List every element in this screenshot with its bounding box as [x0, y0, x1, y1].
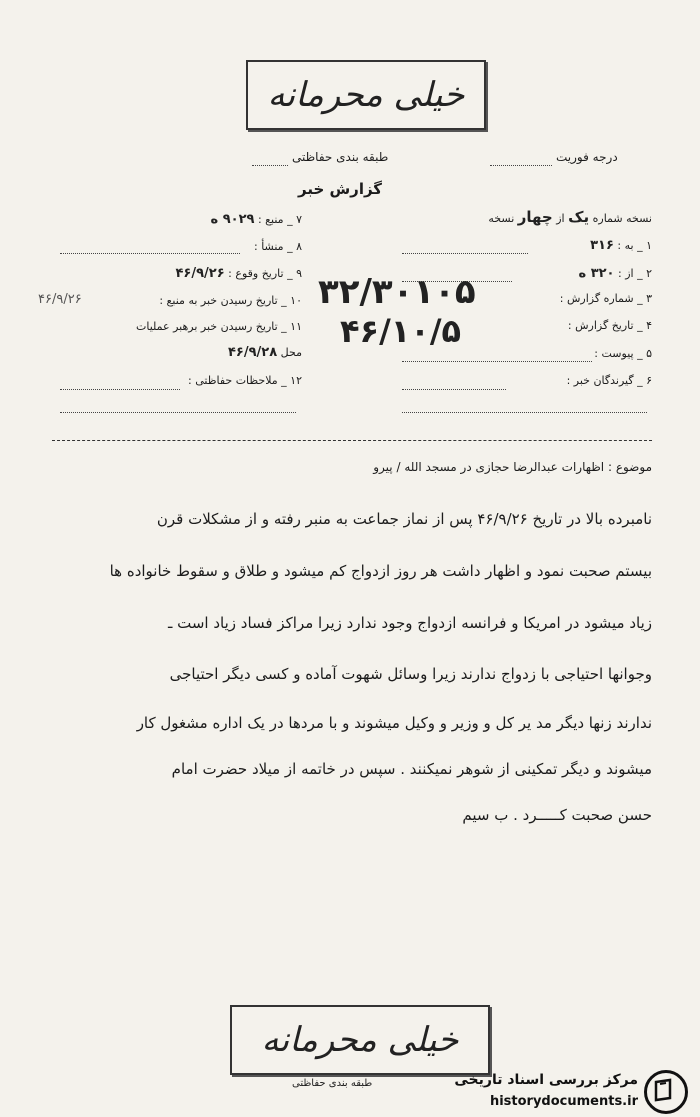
field-ops-received-label: ۱۱ _ تاریخ رسیدن خبر برهبر عملیات [136, 320, 302, 333]
body-line-1: نامبرده بالا در تاریخ ۴۶/۹/۲۶ پس از نماز جماعت به منبر رفته و از مشکلات قرن [156, 510, 652, 528]
priority-dots [490, 165, 552, 166]
field-place-value: ۴۶/۹/۲۸ [228, 345, 278, 360]
extra-dots-left [60, 412, 296, 413]
field-from [578, 266, 652, 281]
footer-org-name: مرکز بررسی اسناد تاریخی [454, 1072, 638, 1088]
footer-watermark [400, 1064, 700, 1117]
extra-dots-right [402, 412, 647, 413]
footer-classification-label: طبقه بندی حفاظتی [292, 1078, 373, 1089]
field-source-received [159, 294, 302, 307]
copy-total-value: چهار [517, 208, 553, 226]
field-occurrence-date [176, 266, 303, 281]
field-attachment [594, 347, 652, 360]
field-to-dots [402, 253, 528, 254]
field-origin [254, 240, 302, 253]
classification-dots [252, 165, 288, 166]
field-place-label: محل [280, 346, 302, 359]
field-report-number [560, 292, 652, 305]
field-occurrence-date-value: ۴۶/۹/۲۶ [175, 266, 225, 281]
field-recipients-dots [402, 389, 506, 390]
field-from-label: ۲ _ از : [618, 267, 652, 280]
copy-number-label: نسخه شماره [592, 212, 652, 225]
field-origin-dots [60, 253, 240, 254]
field-to [590, 238, 652, 253]
field-report-date [568, 319, 652, 332]
body-line-2: بیستم صحبت نمود و اظهار داشت هر روز ازدواج کم میشود و طلاق و سقوط خانواده ها [109, 562, 652, 580]
body-line-7: حسن صحبت کـــــرد . ب سیم [462, 806, 652, 824]
footer-website: historydocuments.ir [489, 1094, 638, 1109]
copy-end-label: نسخه [488, 212, 515, 225]
archive-logo-icon [644, 1070, 688, 1114]
copy-number-line [392, 208, 652, 226]
field-source-received-label: ۱۰ _ تاریخ رسیدن خبر به منبع : [159, 294, 302, 307]
field-origin-label: ۸ _ منشأ : [254, 240, 302, 253]
copy-number-value: یک [568, 208, 590, 226]
field-occurrence-date-label: ۹ _ تاریخ وقوع : [228, 267, 302, 280]
stamp-bottom: خیلی محرمانه [230, 1005, 490, 1075]
field-security-notes-label: ۱۲ _ ملاحظات حفاظتی : [188, 374, 302, 387]
field-report-date-label: ۴ _ تاریخ گزارش : [567, 319, 652, 332]
body-line-3: زیاد میشود در امریکا و فرانسه ازدواج وجود ندارد زیرا مراکز فساد زیاد است ـ [167, 614, 652, 632]
body-line-6: میشوند و دیگر تمکینی از شوهر نمیکنند . سپس در خاتمه از میلاد حضرت امام [171, 760, 652, 778]
field-security-notes-dots [60, 389, 180, 390]
field-source-received-value: ۴۶/۹/۲۶ [38, 292, 82, 307]
field-place [228, 345, 302, 360]
field-attachment-dots [402, 361, 592, 362]
body-line-4: وجوانها احتیاجی با زدواج ندارند زیرا وسائل شهوت آماده و کسی دیگر احتیاجی [169, 665, 652, 683]
handwritten-report-number: ۳۲/۳۰۱۰۵ [318, 272, 476, 312]
field-recipients-label: ۶ _ گیرندگان خبر : [566, 374, 652, 387]
field-attachment-label: ۵ _ پیوست : [594, 347, 652, 360]
field-security-notes [188, 374, 302, 387]
field-source [211, 212, 302, 227]
field-report-number-label: ۳ _ شماره گزارش : [559, 292, 652, 305]
field-recipients [567, 374, 652, 387]
priority-label: درجه فوریت [556, 150, 618, 164]
copy-of-label: از [556, 212, 565, 225]
body-line-5: ندارند زنها دیگر مد یر کل و وزیر و وکیل میشوند و با مردها در یک اداره مشغول کار [136, 714, 652, 732]
subject-line: موضوع : اظهارات عبدالرضا حجازی در مسجد الله / پیرو [373, 460, 652, 474]
report-title: گزارش خبر [298, 180, 383, 198]
field-to-value: ۳۱۶ [590, 238, 614, 253]
field-source-label: ۷ _ منبع : [257, 213, 302, 226]
classification-label: طبقه بندی حفاظتی [292, 150, 389, 164]
field-ops-received [136, 320, 302, 333]
separator-rule [52, 440, 652, 441]
field-to-label: ۱ _ به : [617, 239, 652, 252]
field-source-value: ۹۰۲۹ ه [210, 212, 255, 227]
field-from-value: ۳۲۰ ه [578, 266, 615, 281]
stamp-top: خیلی محرمانه [246, 60, 486, 130]
handwritten-report-date: ۴۶/۱۰/۵ [340, 312, 462, 350]
